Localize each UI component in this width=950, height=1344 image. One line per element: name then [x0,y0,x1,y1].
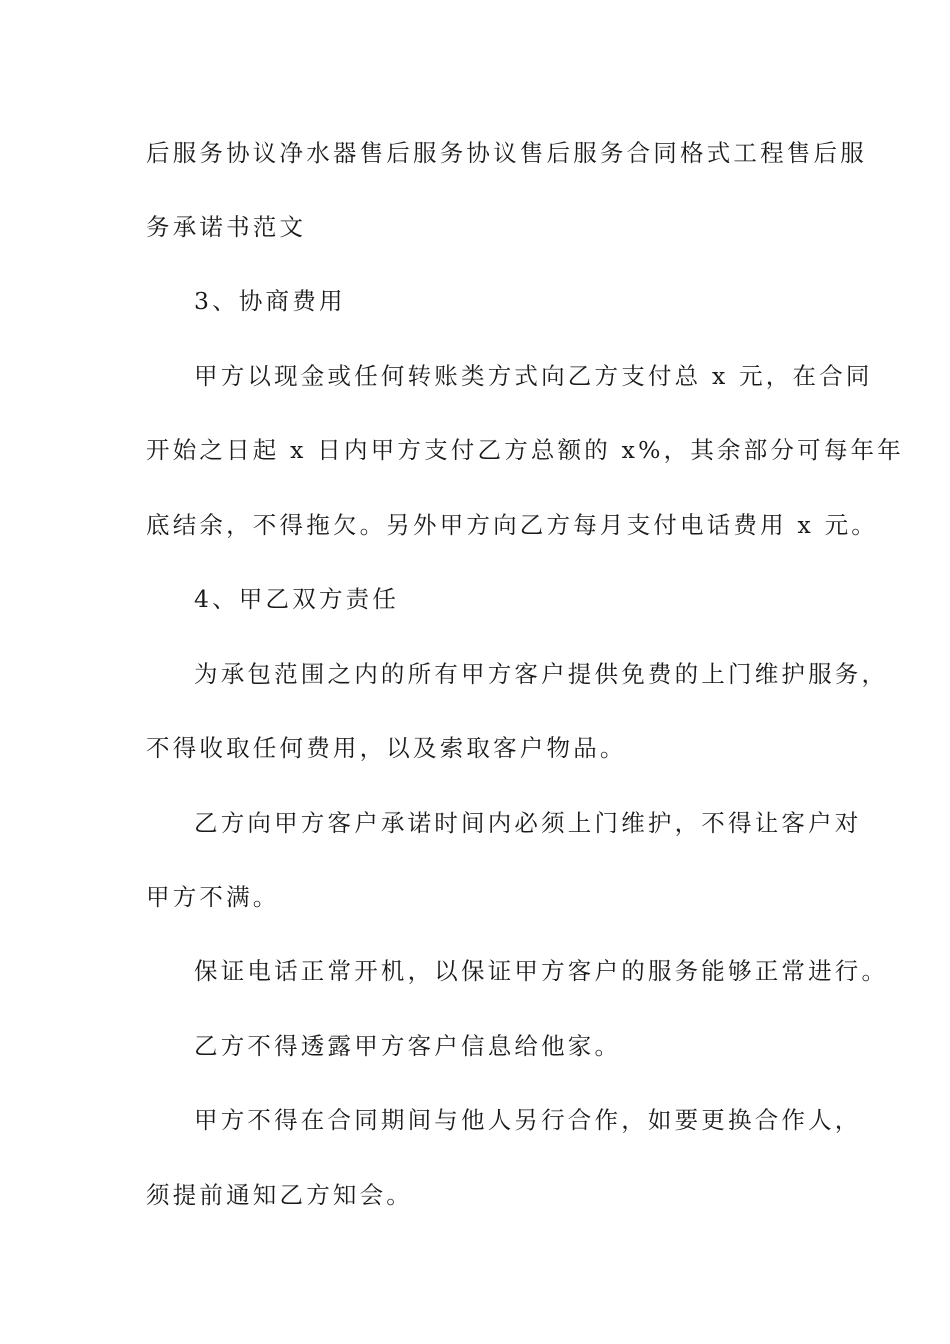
paragraph-line: 底结余，不得拖欠。另外甲方向乙方每月支付电话费用 x 元。 [146,511,878,539]
paragraph-line: 须提前通知乙方知会。 [146,1181,413,1209]
section-heading: 3、协商费用 [194,287,346,315]
section-heading: 4、甲乙双方责任 [194,585,400,613]
paragraph-line: 乙方向甲方客户承诺时间内必须上门维护，不得让客户对 [194,809,862,837]
paragraph-line: 为承包范围之内的所有甲方客户提供免费的上门维护服务， [194,660,889,688]
paragraph-line: 甲方不满。 [146,883,280,911]
paragraph-line: 甲方不得在合同期间与他人另行合作，如要更换合作人， [194,1106,862,1134]
paragraph-line: 保证电话正常开机，以保证甲方客户的服务能够正常进行。 [194,957,889,985]
paragraph-line: 乙方不得透露甲方客户信息给他家。 [194,1032,622,1060]
paragraph-line: 后服务协议净水器售后服务协议售后服务合同格式工程售后服 [146,139,867,167]
paragraph-line: 甲方以现金或任何转账类方式向乙方支付总 x 元，在合同 [194,362,873,390]
paragraph-line: 开始之日起 x 日内甲方支付乙方总额的 x%，其余部分可每年年 [146,436,904,464]
paragraph-line: 务承诺书范文 [146,213,307,241]
paragraph-line: 不得收取任何费用，以及索取客户物品。 [146,734,627,762]
